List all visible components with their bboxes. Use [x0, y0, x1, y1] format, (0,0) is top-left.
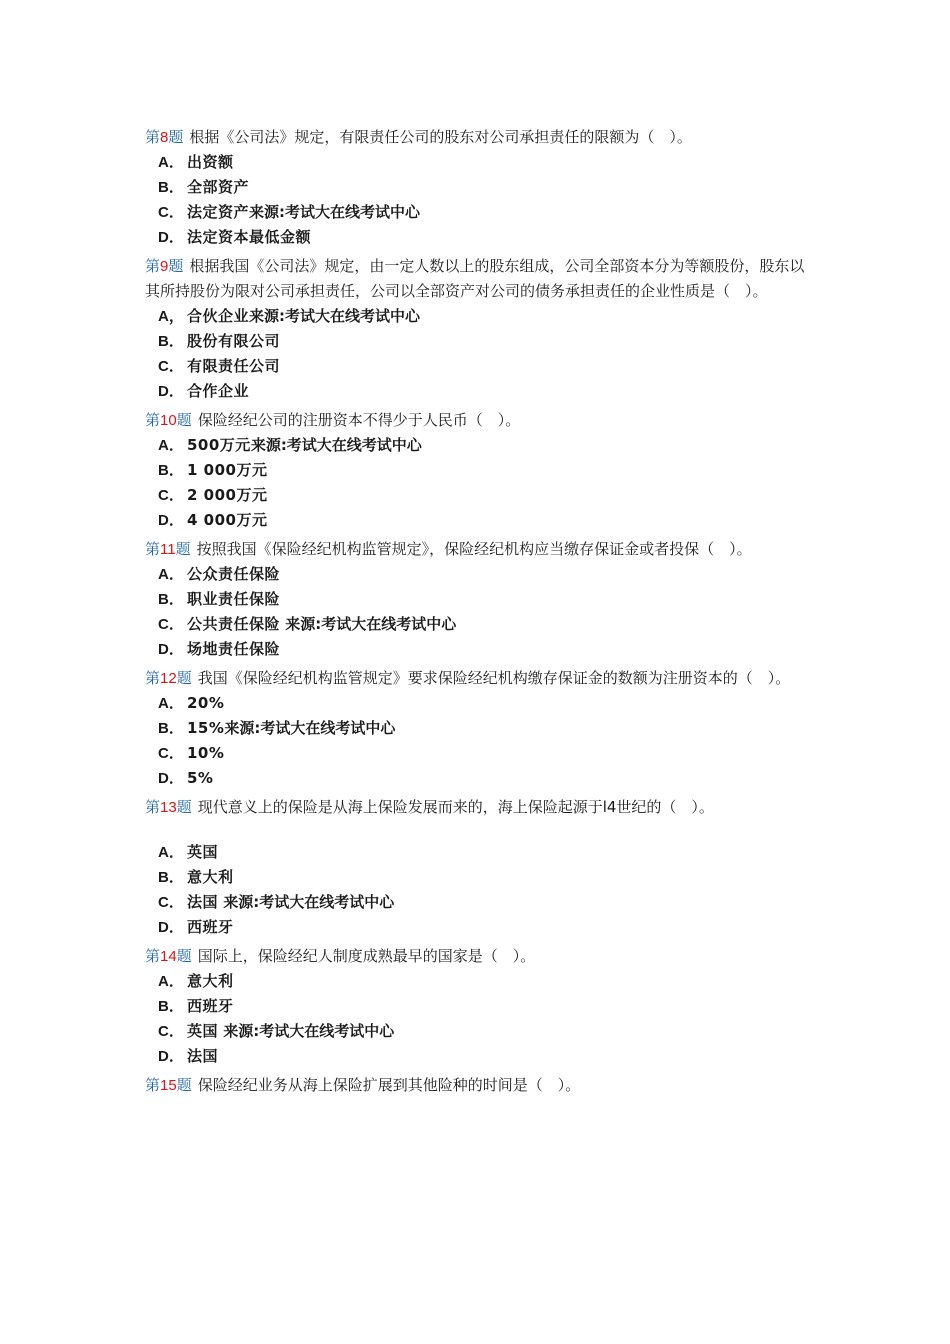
- question-stem: [145, 1073, 810, 1098]
- option-text: 500万元: [187, 436, 251, 454]
- option-letter: C．: [158, 745, 184, 762]
- option-a: [158, 433, 810, 458]
- option-letter: D．: [158, 770, 184, 787]
- option-d: [158, 915, 810, 940]
- option-b: [158, 458, 810, 483]
- question-stem: [145, 125, 810, 150]
- option-letter: B．: [158, 591, 184, 608]
- document-page: [145, 125, 810, 1102]
- question-number: 8: [160, 129, 169, 146]
- question-prefix: 第: [145, 669, 161, 687]
- option-text: 合作企业: [187, 382, 250, 400]
- option-text: 场地责任保险: [187, 640, 281, 658]
- option-text: 意大利: [187, 972, 234, 990]
- option-list: [145, 691, 810, 791]
- question-prefix: 第: [145, 1076, 161, 1094]
- spacer: [145, 820, 810, 840]
- option-text: 英国: [187, 843, 219, 861]
- option-letter: B．: [158, 333, 184, 350]
- option-text: 4 000万元: [187, 511, 268, 529]
- option-letter: D．: [158, 383, 184, 400]
- question-number: 11: [160, 541, 176, 558]
- option-list: [145, 969, 810, 1069]
- option-c: [158, 890, 810, 915]
- question-text: 根据《公司法》规定，有限责任公司的股东对公司承担责任的限额为（ ）。: [189, 128, 692, 146]
- option-b: [158, 329, 810, 354]
- option-letter: D．: [158, 1048, 184, 1065]
- option-text: 有限责任公司: [187, 357, 281, 375]
- option-d: [158, 508, 810, 533]
- question-text: 国际上，保险经纪人制度成熟最早的国家是（ ）。: [197, 947, 536, 965]
- question-suffix: 题: [168, 128, 184, 146]
- option-list: [145, 840, 810, 940]
- option-d: [158, 637, 810, 662]
- option-letter: A．: [158, 973, 184, 990]
- option-text: 全部资产: [187, 178, 250, 196]
- option-c: [158, 741, 810, 766]
- option-letter: A．: [158, 695, 184, 712]
- option-d: [158, 1044, 810, 1069]
- option-letter: B．: [158, 998, 184, 1015]
- question-12: [145, 666, 810, 791]
- option-text: 20%: [187, 694, 225, 712]
- option-text: 公共责任保险: [187, 615, 281, 633]
- option-b: [158, 716, 810, 741]
- option-text: 5%: [187, 769, 214, 787]
- option-list: [145, 304, 810, 404]
- option-letter: A．: [158, 844, 184, 861]
- option-text: 10%: [187, 744, 225, 762]
- option-text: 法国: [187, 1047, 219, 1065]
- option-list: [145, 562, 810, 662]
- question-text: 现代意义上的保险是从海上保险发展而来的，海上保险起源于l4世纪的（ ）。: [197, 798, 714, 816]
- option-letter: B．: [158, 462, 184, 479]
- option-a: [158, 691, 810, 716]
- question-number: 9: [160, 258, 169, 275]
- option-b: [158, 587, 810, 612]
- option-c: [158, 1019, 810, 1044]
- question-text: 按照我国《保险经纪机构监管规定》，保险经纪机构应当缴存保证金或者投保（ ）。: [196, 540, 752, 558]
- source-watermark: 来源:考试大在线考试中心: [249, 203, 421, 221]
- option-text: 出资额: [187, 153, 234, 171]
- option-letter: D．: [158, 641, 184, 658]
- option-letter: C．: [158, 894, 184, 911]
- question-stem: [145, 254, 810, 304]
- option-letter: C．: [158, 1023, 184, 1040]
- option-c: [158, 200, 810, 225]
- source-watermark: 来源:考试大在线考试中心: [249, 307, 421, 325]
- question-text: 保险经纪业务从海上保险扩展到其他险种的时间是（ ）。: [197, 1076, 581, 1094]
- question-9: [145, 254, 810, 404]
- option-c: [158, 483, 810, 508]
- question-8: [145, 125, 810, 250]
- option-text: 西班牙: [187, 918, 234, 936]
- source-watermark: 来源:考试大在线考试中心: [280, 615, 457, 633]
- option-letter: C．: [158, 204, 184, 221]
- question-stem: [145, 408, 810, 433]
- question-prefix: 第: [145, 798, 161, 816]
- question-prefix: 第: [145, 947, 161, 965]
- question-stem: [145, 666, 810, 691]
- question-number: 14: [160, 948, 177, 965]
- option-text: 法定资产: [187, 203, 250, 221]
- question-text: 根据我国《公司法》规定，由一定人数以上的股东组成，公司全部资本分为等额股份，股东以其所持股份为限对公司承担责任，公司以全部资产对公司的债务承担责任的企业性质是（ ）。: [145, 257, 805, 300]
- option-d: [158, 766, 810, 791]
- option-text: 15%: [187, 719, 225, 737]
- option-b: [158, 175, 810, 200]
- question-suffix: 题: [176, 798, 192, 816]
- option-letter: C．: [158, 616, 184, 633]
- question-prefix: 第: [145, 540, 161, 558]
- option-a: [158, 150, 810, 175]
- option-letter: D．: [158, 229, 184, 246]
- option-text: 职业责任保险: [187, 590, 281, 608]
- option-text: 股份有限公司: [187, 332, 281, 350]
- option-text: 2 000万元: [187, 486, 268, 504]
- option-letter: B．: [158, 869, 184, 886]
- question-15: [145, 1073, 810, 1098]
- option-c: [158, 612, 810, 637]
- question-suffix: 题: [175, 540, 191, 558]
- option-list: [145, 433, 810, 533]
- question-14: [145, 944, 810, 1069]
- question-13: [145, 795, 810, 940]
- question-suffix: 题: [168, 257, 184, 275]
- option-list: [145, 150, 810, 250]
- option-letter: B．: [158, 720, 184, 737]
- option-text: 意大利: [187, 868, 234, 886]
- question-10: [145, 408, 810, 533]
- option-text: 合伙企业: [187, 307, 250, 325]
- option-letter: A．: [158, 437, 184, 454]
- option-b: [158, 865, 810, 890]
- question-prefix: 第: [145, 128, 161, 146]
- question-stem: [145, 795, 810, 820]
- question-text: 保险经纪公司的注册资本不得少于人民币（ ）。: [197, 411, 521, 429]
- option-letter: A，: [158, 308, 184, 325]
- option-b: [158, 994, 810, 1019]
- option-d: [158, 225, 810, 250]
- question-number: 15: [160, 1077, 177, 1094]
- question-suffix: 题: [176, 1076, 192, 1094]
- option-letter: D．: [158, 919, 184, 936]
- option-letter: B．: [158, 179, 184, 196]
- option-a: [158, 562, 810, 587]
- source-watermark: 来源:考试大在线考试中心: [218, 893, 395, 911]
- source-watermark: 来源:考试大在线考试中心: [250, 436, 422, 454]
- option-text: 法定资本最低金额: [187, 228, 312, 246]
- question-suffix: 题: [176, 947, 192, 965]
- question-suffix: 题: [176, 411, 192, 429]
- question-stem: [145, 537, 810, 562]
- question-number: 12: [160, 670, 177, 687]
- source-watermark: 来源:考试大在线考试中心: [218, 1022, 395, 1040]
- option-letter: D．: [158, 512, 184, 529]
- option-text: 英国: [187, 1022, 219, 1040]
- option-text: 1 000万元: [187, 461, 268, 479]
- option-a: [158, 304, 810, 329]
- source-watermark: 来源:考试大在线考试中心: [224, 719, 396, 737]
- question-stem: [145, 944, 810, 969]
- option-a: [158, 840, 810, 865]
- question-number: 13: [160, 799, 177, 816]
- option-letter: C．: [158, 487, 184, 504]
- option-letter: C．: [158, 358, 184, 375]
- option-a: [158, 969, 810, 994]
- question-11: [145, 537, 810, 662]
- option-letter: A．: [158, 154, 184, 171]
- question-suffix: 题: [176, 669, 192, 687]
- question-text: 我国《保险经纪机构监管规定》要求保险经纪机构缴存保证金的数额为注册资本的（ ）。: [197, 669, 791, 687]
- question-prefix: 第: [145, 411, 161, 429]
- option-letter: A．: [158, 566, 184, 583]
- question-number: 10: [160, 412, 177, 429]
- option-text: 西班牙: [187, 997, 234, 1015]
- option-c: [158, 354, 810, 379]
- option-text: 法国: [187, 893, 219, 911]
- option-text: 公众责任保险: [187, 565, 281, 583]
- option-d: [158, 379, 810, 404]
- question-prefix: 第: [145, 257, 161, 275]
